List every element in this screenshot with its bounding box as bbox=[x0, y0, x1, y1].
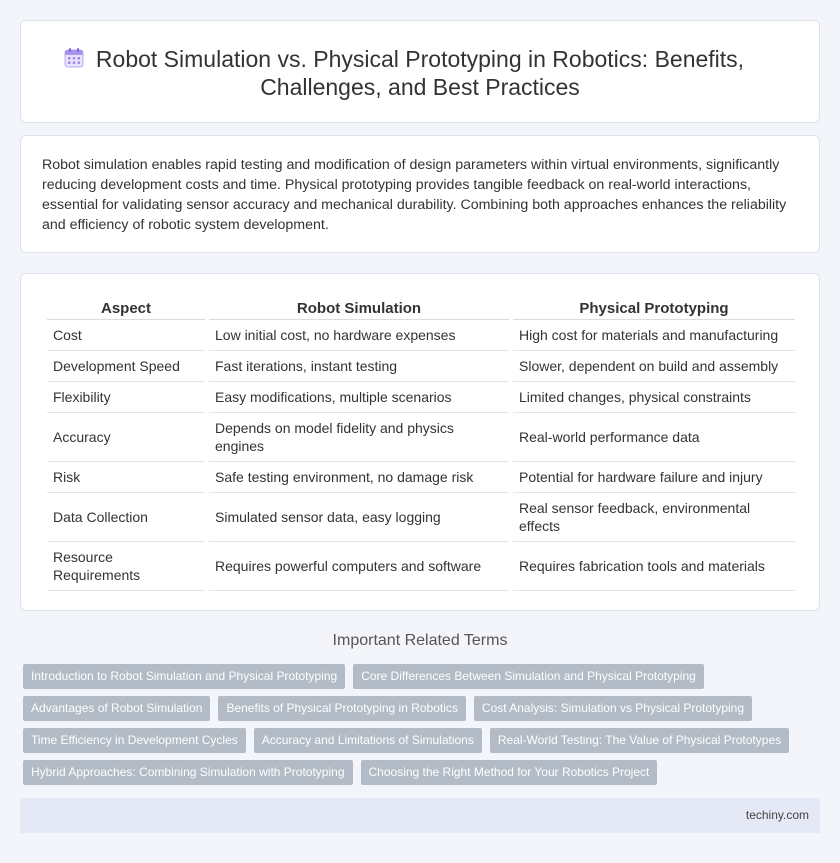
table-row bbox=[47, 382, 795, 413]
tag-row bbox=[23, 728, 789, 753]
title-card bbox=[20, 20, 820, 123]
table-row bbox=[47, 320, 795, 351]
related-term-tag[interactable]: Cost Analysis: Simulation vs Physical Prototyping bbox=[474, 696, 752, 721]
tag-row bbox=[23, 760, 657, 785]
cell-aspect: Data Collection bbox=[47, 493, 205, 542]
cell-aspect: Cost bbox=[47, 320, 205, 351]
related-term-tag[interactable]: Accuracy and Limitations of Simulations bbox=[254, 728, 482, 753]
header-physical-prototyping: Physical Prototyping bbox=[513, 296, 795, 320]
table-row bbox=[47, 413, 795, 462]
related-term-tag[interactable]: Advantages of Robot Simulation bbox=[23, 696, 210, 721]
cell-prototyping: Slower, dependent on build and assembly bbox=[513, 351, 795, 382]
cell-simulation: Depends on model fidelity and physics engines bbox=[209, 413, 509, 462]
cell-simulation: Low initial cost, no hardware expenses bbox=[209, 320, 509, 351]
related-term-tag[interactable]: Benefits of Physical Prototyping in Robotics bbox=[218, 696, 465, 721]
cell-prototyping: Potential for hardware failure and injury bbox=[513, 462, 795, 493]
header-aspect: Aspect bbox=[47, 296, 205, 320]
page-title: Robot Simulation vs. Physical Prototyping in Robotics: Benefits, Challenges, and Best Practices bbox=[95, 46, 745, 100]
table-row bbox=[47, 493, 795, 542]
cell-prototyping: Requires fabrication tools and materials bbox=[513, 542, 795, 591]
cell-simulation: Fast iterations, instant testing bbox=[209, 351, 509, 382]
table-row bbox=[47, 351, 795, 382]
related-term-tag[interactable]: Core Differences Between Simulation and Physical Prototyping bbox=[353, 664, 704, 689]
tag-row bbox=[23, 696, 752, 721]
cell-aspect: Flexibility bbox=[47, 382, 205, 413]
related-term-tag[interactable]: Choosing the Right Method for Your Robotics Project bbox=[361, 760, 658, 785]
related-term-tag[interactable]: Real-World Testing: The Value of Physical Prototypes bbox=[490, 728, 789, 753]
cell-simulation: Requires powerful computers and software bbox=[209, 542, 509, 591]
footer bbox=[20, 798, 820, 833]
table-row bbox=[47, 542, 795, 591]
cell-aspect: Accuracy bbox=[47, 413, 205, 462]
table-row bbox=[47, 462, 795, 493]
comparison-card bbox=[20, 273, 820, 611]
comparison-table bbox=[43, 296, 799, 591]
footer-site-link[interactable]: techiny.com bbox=[745, 808, 809, 822]
header-robot-simulation: Robot Simulation bbox=[209, 296, 509, 320]
cell-prototyping: Real-world performance data bbox=[513, 413, 795, 462]
related-term-tag[interactable]: Time Efficiency in Development Cycles bbox=[23, 728, 246, 753]
tag-row bbox=[23, 664, 704, 689]
cell-simulation: Safe testing environment, no damage risk bbox=[209, 462, 509, 493]
intro-card bbox=[20, 135, 820, 253]
intro-paragraph: Robot simulation enables rapid testing and modification of design parameters within virtual environments, significantly reducing development costs and time. Physical prototyping provides tangible feedback on real-world interactions, essential for validating sensor accuracy and mechanical durability. Combining both approaches enhances the reliability and efficiency of robotic system development. bbox=[42, 157, 787, 233]
related-term-tag[interactable]: Hybrid Approaches: Combining Simulation with Prototyping bbox=[23, 760, 353, 785]
cell-simulation: Easy modifications, multiple scenarios bbox=[209, 382, 509, 413]
cell-simulation: Simulated sensor data, easy logging bbox=[209, 493, 509, 542]
cell-aspect: Resource Requirements bbox=[47, 542, 205, 591]
related-terms-heading: Important Related Terms bbox=[332, 632, 508, 649]
cell-aspect: Development Speed bbox=[47, 351, 205, 382]
related-term-tag[interactable]: Introduction to Robot Simulation and Physical Prototyping bbox=[23, 664, 345, 689]
table-header-row bbox=[47, 296, 795, 320]
cell-prototyping: Real sensor feedback, environmental effects bbox=[513, 493, 795, 542]
cell-prototyping: High cost for materials and manufacturing bbox=[513, 320, 795, 351]
cell-aspect: Risk bbox=[47, 462, 205, 493]
cell-prototyping: Limited changes, physical constraints bbox=[513, 382, 795, 413]
